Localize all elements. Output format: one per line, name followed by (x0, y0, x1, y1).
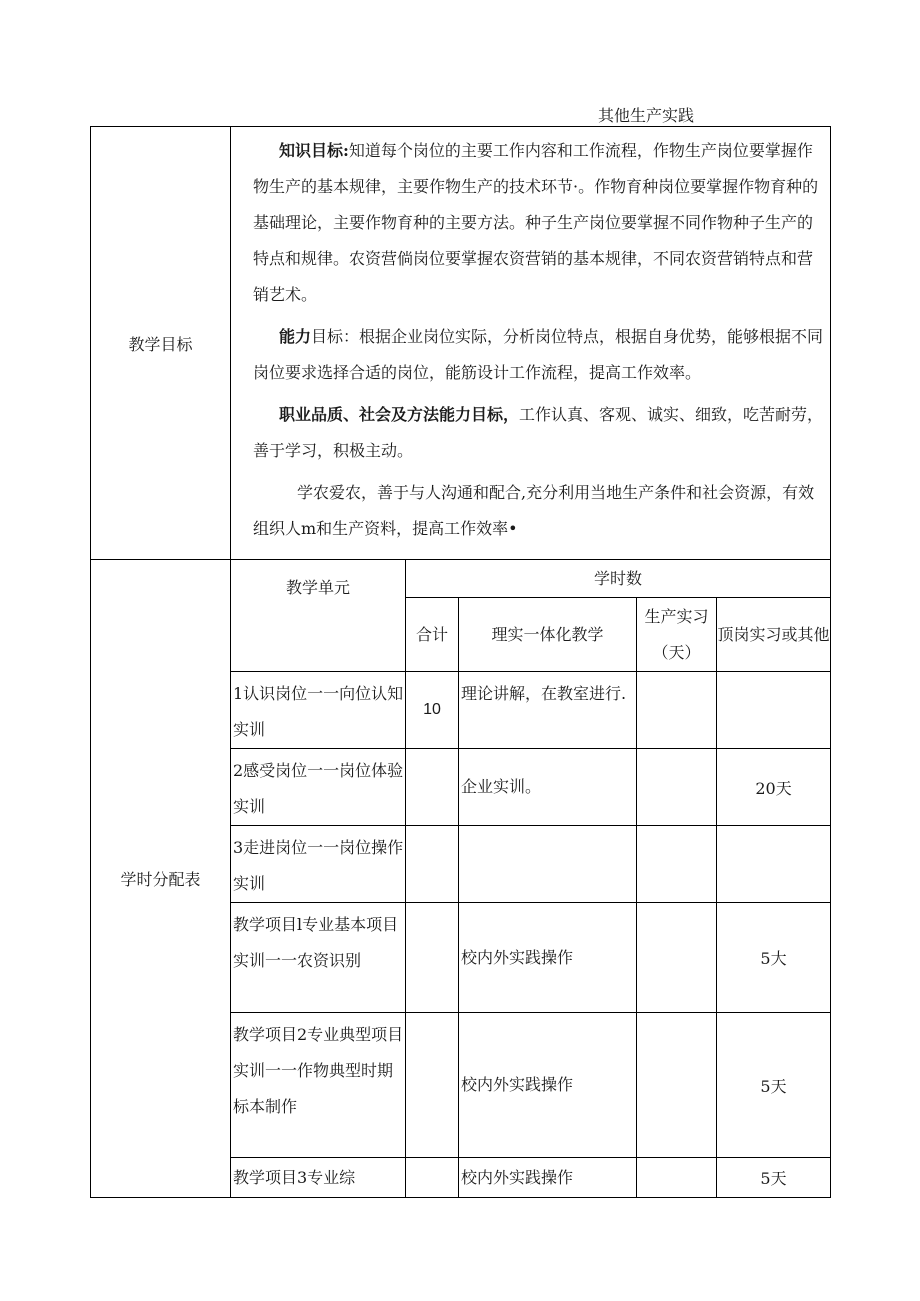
unit-cell: 1认识岗位一一向位认知实训 (231, 672, 406, 749)
method-cell: 校内外实践操作 (459, 1158, 637, 1198)
extra-goal: 学农爱农，善于与人沟通和配合,充分利用当地生产条件和社会资源，有效组织人m和生产资料，提高工作效率• (253, 483, 815, 538)
total-cell (406, 826, 459, 903)
other-cell: 5天 (717, 1158, 831, 1198)
other-cell: 5大 (717, 903, 831, 1013)
other-cell: 20天 (717, 749, 831, 826)
production-cell (637, 1013, 717, 1158)
ability-goal-title: 能力 (279, 327, 312, 346)
total-cell (406, 1158, 459, 1198)
other-cell (717, 826, 831, 903)
course-table (90, 126, 831, 1198)
method-cell: 理论讲解，在教室进行. (459, 672, 637, 749)
unit-cell: 3走进岗位一一岗位操作实训 (231, 826, 406, 903)
allocation-label: 学时分配表 (91, 560, 231, 1198)
production-cell (637, 749, 717, 826)
method-cell (459, 826, 637, 903)
method-cell: 企业实训。 (459, 749, 637, 826)
col-hours-header: 学时数 (406, 560, 831, 598)
quality-goal (253, 397, 824, 469)
col-integrated-header: 理实一体化教学 (459, 598, 637, 672)
goals-label: 教学目标 (91, 127, 231, 560)
other-cell (717, 672, 831, 749)
total-cell (406, 903, 459, 1013)
quality-goal-title: 职业品质、社会及方法能力目标， (279, 405, 520, 424)
unit-cell: 教学项目2专业典型项目实训一一作物典型时期标本制作 (231, 1013, 406, 1158)
production-cell (637, 826, 717, 903)
goals-content (231, 127, 831, 560)
col-total-header: 合计 (406, 598, 459, 672)
total-cell (406, 1013, 459, 1158)
header-note: 其他生产实践 (598, 106, 695, 125)
knowledge-goal-text: 知道每个岗位的主要工作内容和工作流程，作物生产岗位要掌握作物生产的基本规律，主要作物生产的技术环节·。作物育种岗位要掌握作物育种的基础理论，主要作物育种的主要方法。种子生产岗位要掌握不同作物种子生产的特点和规律。农资营倘岗位要掌握农资营销的基本规律，不同农资营销特点和营销艺术。 (253, 141, 819, 304)
knowledge-goal (253, 133, 824, 313)
other-cell: 5天 (717, 1013, 831, 1158)
knowledge-goal-title: 知识目标: (279, 141, 349, 160)
method-cell: 校内外实践操作 (459, 903, 637, 1013)
production-cell (637, 672, 717, 749)
ability-goal-text: 目标：根据企业岗位实际，分析岗位特点，根据自身优势，能够根据不同岗位要求选择合适的岗位，能筋设计工作流程，提高工作效率。 (253, 327, 824, 382)
unit-cell: 教学项目l专业基本项目实训一一农资识别 (231, 903, 406, 1013)
total-cell (406, 749, 459, 826)
method-cell: 校内外实践操作 (459, 1013, 637, 1158)
goals-row (91, 127, 831, 560)
col-unit-header: 教学单元 (231, 560, 406, 672)
col-production-header: 生产实习（天） (637, 598, 717, 672)
col-other-header: 顶岗实习或其他 (717, 598, 831, 672)
quality-goal-text: 工作认真、客观、诚实、细致，吃苦耐劳，善于学习，积极主动。 (253, 405, 824, 460)
total-cell: 10 (406, 672, 459, 749)
production-cell (637, 903, 717, 1013)
unit-cell: 教学项目3专业综 (231, 1158, 406, 1198)
ability-goal (253, 319, 824, 391)
allocation-header-row-1 (91, 560, 831, 598)
production-cell (637, 1158, 717, 1198)
unit-cell: 2感受岗位一一岗位体验实训 (231, 749, 406, 826)
